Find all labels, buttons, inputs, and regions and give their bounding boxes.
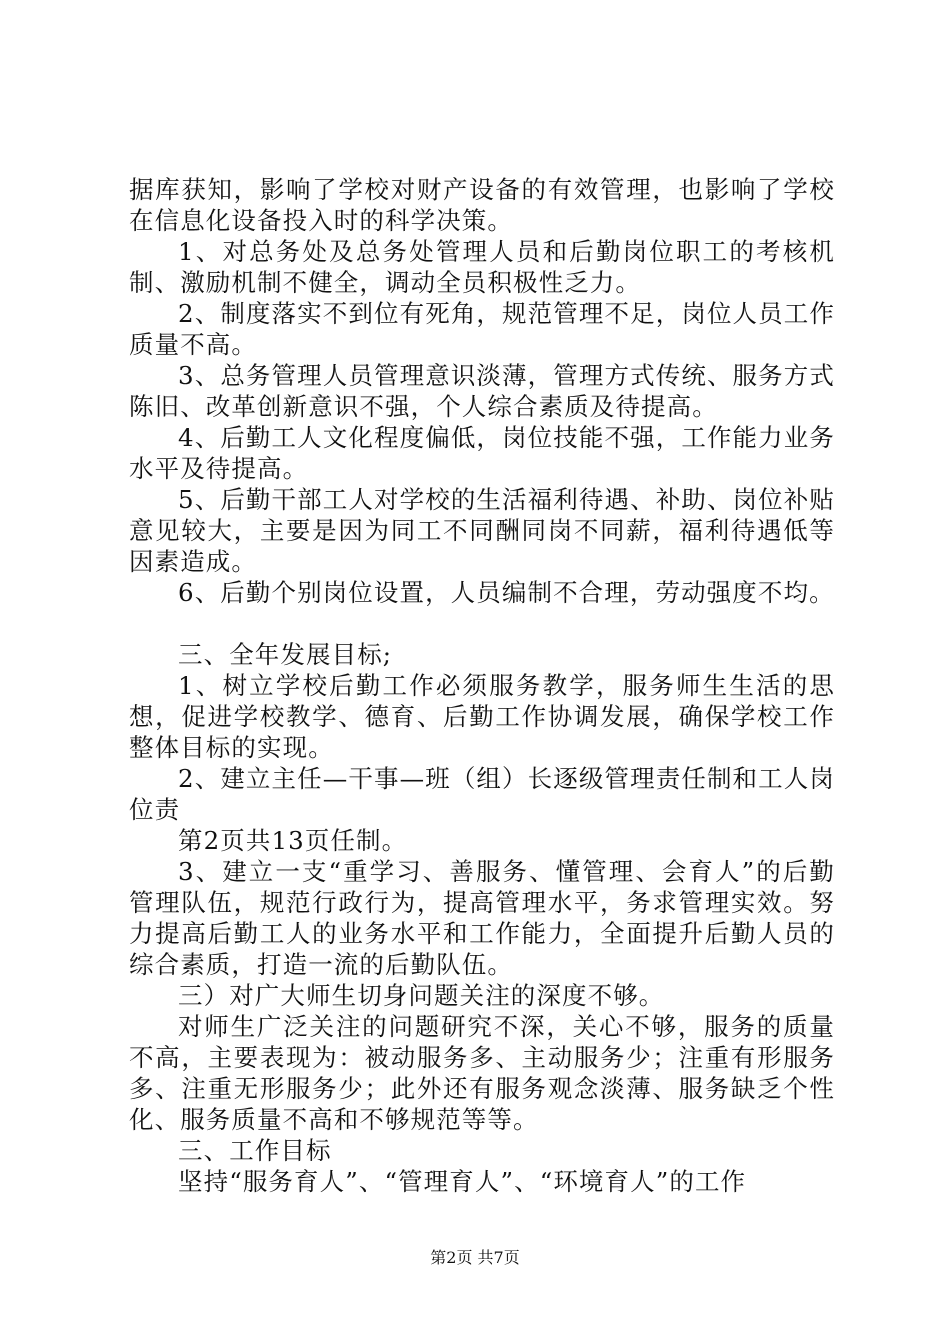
paragraph-item-2: 2、制度落实不到位有死角，规范管理不足，岗位人员工作质量不高。 — [129, 299, 835, 359]
goal-item-3: 3、建立一支“重学习、善服务、懂管理、会育人”的后勤管理队伍，规范行政行为，提高管理水平，务求管理实效。努力提高后勤工人的业务水平和工作能力，全面提升后勤人员的综合素质，打造一流的后勤队伍。 — [129, 857, 835, 979]
section-heading-goals: 三、全年发展目标; — [178, 640, 393, 669]
goal-item-1: 1、树立学校后勤工作必须服务教学，服务师生生活的思想，促进学校教学、德育、后勤工作协调发展，确保学校工作整体目标的实现。 — [129, 671, 835, 762]
subsection-heading: 三）对广大师生切身问题关注的深度不够。 — [178, 981, 665, 1010]
document-body — [129, 174, 835, 1197]
page-footer: 第2页 共7页 — [430, 1248, 520, 1267]
paragraph-item-3: 3、总务管理人员管理意识淡薄，管理方式传统、服务方式陈旧、改革创新意识不强，个人综合素质及待提高。 — [129, 361, 835, 421]
paragraph-item-6: 6、后勤个别岗位设置，人员编制不合理，劳动强度不均。 — [178, 578, 835, 607]
paragraph-item-1: 1、对总务处及总务处管理人员和后勤岗位职工的考核机制、激励机制不健全，调动全员积极性乏力。 — [129, 237, 835, 297]
section-heading-work-goals: 三、工作目标 — [178, 1136, 332, 1165]
inline-page-note: 第2页共13页任制。 — [178, 826, 408, 855]
paragraph-work-goals: 坚持“服务育人”、“管理育人”、“环境育人”的工作 — [178, 1167, 747, 1196]
paragraph-continuation: 据库获知，影响了学校对财产设备的有效管理，也影响了学校在信息化设备投入时的科学决策。 — [129, 175, 835, 235]
blank-line — [129, 608, 835, 639]
paragraph-service-issues: 对师生广泛关注的问题研究不深，关心不够，服务的质量不高，主要表现为：被动服务多、主动服务少；注重有形服务多、注重无形服务少；此外还有服务观念淡薄、服务缺乏个性化、服务质量不高和不够规范等等。 — [129, 1012, 835, 1134]
goal-item-2: 2、建立主任—干事—班（组）长逐级管理责任制和工人岗位责 — [129, 764, 835, 824]
paragraph-item-5: 5、后勤干部工人对学校的生活福利待遇、补助、岗位补贴意见较大，主要是因为同工不同酬同岗不同薪，福利待遇低等因素造成。 — [129, 485, 835, 576]
paragraph-item-4: 4、后勤工人文化程度偏低，岗位技能不强，工作能力业务水平及待提高。 — [129, 423, 835, 483]
